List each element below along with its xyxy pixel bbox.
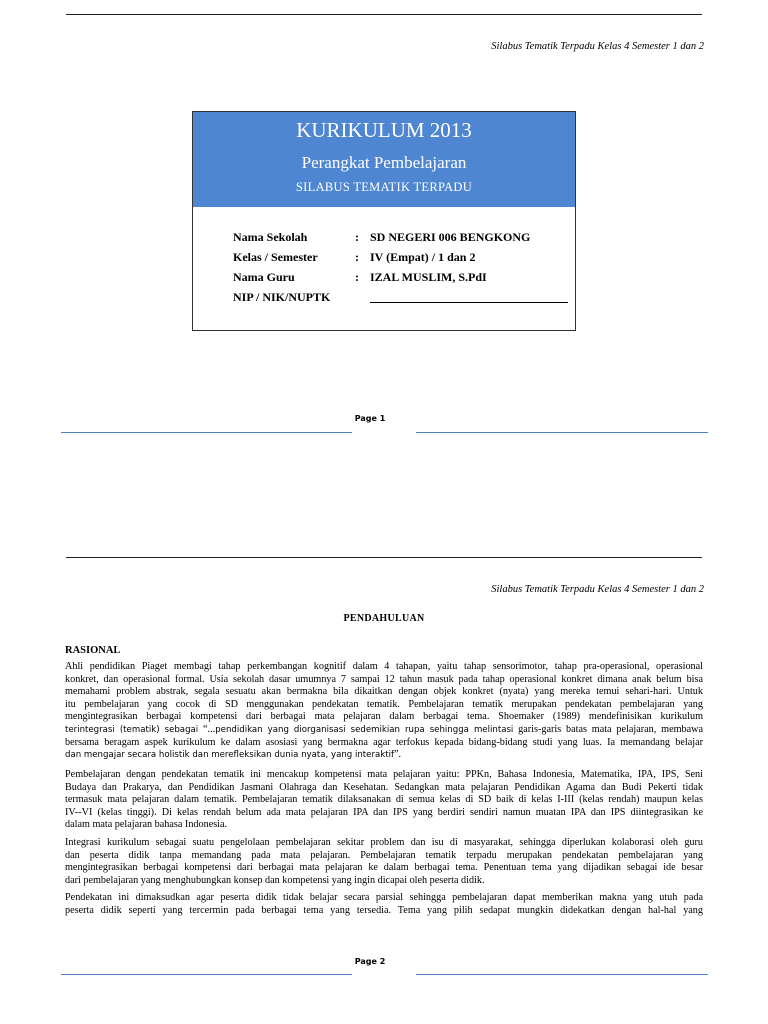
page2-footer-line-right [416, 974, 708, 975]
cover-title-band [193, 112, 575, 207]
cover-title: KURIKULUM 2013 [296, 118, 472, 142]
page1-running-header: Silabus Tematik Terpadu Kelas 4 Semester 1 dan 2 [491, 41, 704, 52]
text-line: IV--VI (kelas tinggi). Di kelas rendah belum ada mata pelajaran IPA dan IPS yang berdiri sendiri namun muatan IPA dan IPS diintegrasikan ke [65, 806, 703, 818]
page2-label: Page 2 [354, 957, 386, 966]
text-line: dan peserta didik tanpa memandang pada mata pelajaran. Pembelajaran tematik terpadu merupakan pendekatan pembelajaran yang [65, 849, 703, 861]
info-label: NIP / NIK/NUPTK [233, 290, 331, 304]
paragraph-4 [65, 892, 703, 917]
text-line: mengintegrasikan berbagai kompetensi dari berbagai mata pelajaran dalam berbagai tema. Shoemaker (1989) mendefinisikan kurikulum [65, 711, 703, 723]
page1-footer-line-right [416, 432, 708, 433]
info-value: IV (Empat) / 1 dan 2 [370, 250, 476, 264]
cover-subtitle-2: SILABUS TEMATIK TERPADU [295, 180, 473, 194]
info-colon: : [355, 270, 359, 284]
info-label: Nama Guru [233, 270, 295, 284]
text-line: Pembelajaran dengan pendekatan tematik ini mencakup kompetensi mata pelajaran yaitu: PPKn, Bahasa Indonesia, Matematika, IPA, IPS, Seni [65, 769, 703, 780]
text-line: dari pembelajaran yang menghubungkan konsep dan kompetensi yang ingin dicapai oleh peserta didik. [65, 874, 485, 886]
page1-label: Page 1 [354, 414, 386, 423]
page2-footer-line-left [61, 974, 352, 975]
page1-top-rule [66, 14, 702, 15]
page2-top-rule [66, 557, 702, 558]
text-line: konkret, dan operasional formal. Usia sekolah dasar umumnya 7 sampai 12 tahun masuk pada tahap operasional konkret dimana anak belum bisa [65, 673, 703, 685]
subsection-title: RASIONAL [65, 645, 121, 656]
info-value: SD NEGERI 006 BENGKONG [370, 230, 531, 244]
text-line: itu pembelajaran yang cocok di SD menggunakan pendekatan tematik. Pembelajaran tematik merupakan pendekatan pembelajaran yang [65, 698, 703, 710]
info-colon: : [355, 250, 359, 264]
cover-box [192, 111, 576, 331]
paragraph-2 [65, 769, 703, 832]
text-fragment: terintegrasi (tematik) sebagai [65, 724, 199, 735]
text-fragment: dan mengajar secara holistik dan merefleksikan dunia nyata, yang interaktif [65, 750, 395, 761]
text-line-mixed [65, 749, 703, 762]
info-value: IZAL MUSLIM, S.PdI [370, 270, 487, 284]
text-line: mengintegrasikan berbagai kompetensi dari berbagai mata pelajaran ke dalam berbagai tema. Penentuan tema yang dijadikan sebagai ide besar [65, 862, 703, 874]
info-colon: : [355, 230, 359, 244]
info-label: Nama Sekolah [233, 230, 308, 244]
text-line: Budaya dan Prakarya, dan Pendidikan Jasmani Olahraga dan Kesehatan. Sedangkan mata pelajaran Pendidikan Agama dan Budi Pekerti tidak [65, 781, 703, 793]
text-fragment: garis-garis batas mata pelajaran, membawa [513, 723, 704, 735]
text-line: Ahli pendidikan Piaget membagi tahap perkembangan kognitif dalam 4 tahapan, yaitu tahap sensorimotor, tahap pra-operasional, operasional [65, 661, 703, 672]
text-line: bersama beragam aspek kurikulum ke dalam asosiasi yang bermakna agar terfokus kepada bidang-bidang studi yang luas. Ia memandang belajar [65, 736, 703, 748]
section-title: PENDAHULUAN [343, 613, 425, 624]
nip-blank-line [370, 302, 568, 303]
text-line: Pendekatan ini dimaksudkan agar peserta didik tidak belajar secara parsial sehingga pembelajaran dapat memberikan makna yang utuh pada [65, 892, 703, 903]
text-line: termasuk mata pelajaran dalam tematik. Pembelajaran tematik dilaksanakan di semua kelas di SD baik di kelas I-III (kelas rendah) maupun kelas [65, 794, 703, 806]
text-line: peserta didik seperti yang tercermin pada berbagai tema yang tersedia. Tema yang pilih sedapat mungkin didekatkan dengan hal-hal yang [65, 904, 703, 916]
cover-subtitle: Perangkat Pembelajaran [301, 153, 467, 172]
text-fragment: “... [198, 723, 216, 735]
page1-footer-line-left [61, 432, 352, 433]
text-line: dalam mata pelajaran bahasa Indonesia. [65, 819, 228, 831]
paragraph-3 [65, 837, 703, 887]
text-line-mixed [65, 724, 703, 737]
paragraph-1 [65, 661, 703, 762]
text-fragment: ”. [394, 749, 402, 761]
text-line: memahami problem abstrak, segala sesuatu akan bermakna bila dikaitkan dengan objek konkret (nyata) yang mereka temui sehari-hari. Untuk [65, 686, 703, 698]
info-label: Kelas / Semester [233, 250, 318, 264]
text-line: Integrasi kurikulum sebagai suatu pengelolaan pembelajaran sekitar problem dan isu di masyarakat, sehingga diperlukan kolaborasi oleh guru [65, 837, 703, 848]
page2-running-header: Silabus Tematik Terpadu Kelas 4 Semester 1 dan 2 [491, 584, 704, 595]
text-fragment: pendidikan yang diorganisasi sedemikian rupa sehingga melintasi [215, 724, 514, 735]
